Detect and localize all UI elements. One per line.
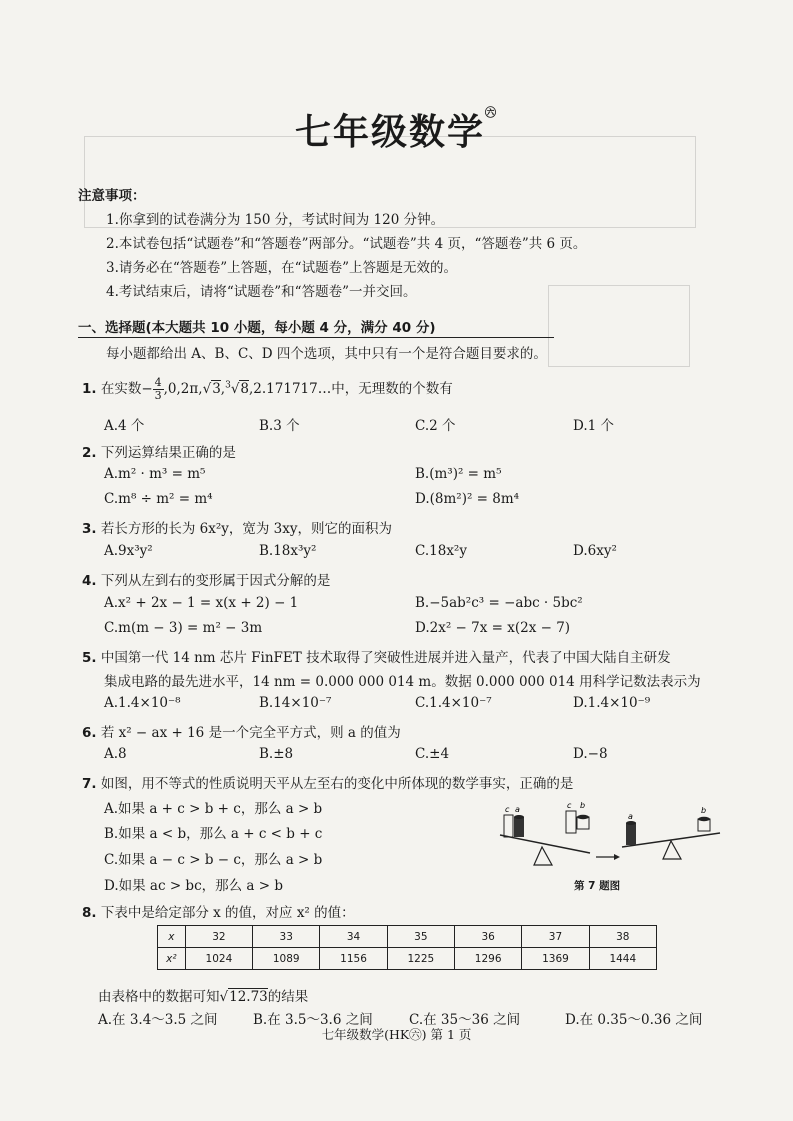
option-c: C.如果 a − c > b − c，那么 a > b	[104, 852, 323, 868]
option-c: C.m(m − 3) = m² − 3m	[104, 620, 263, 636]
fig-label: a	[628, 812, 633, 821]
fig-label: c	[567, 801, 572, 810]
option-a: A.m² · m³ = m⁵	[104, 466, 206, 482]
question-text: 下表中是给定部分 x 的值，对应 x² 的值：	[100, 905, 355, 921]
question-5	[82, 646, 671, 666]
notice-item: 4.考试结束后，请将“试题卷”和“答题卷”一并交回。	[106, 284, 417, 300]
root-index: 3	[225, 380, 231, 391]
table-cell: 32	[185, 926, 252, 948]
question-3	[82, 517, 392, 537]
table-cell: 34	[320, 926, 387, 948]
table-cell: 1225	[387, 948, 454, 970]
question-number: 7.	[82, 776, 97, 792]
option-d: D.2x² − 7x = x(2x − 7)	[415, 620, 571, 636]
table-cell: 37	[522, 926, 589, 948]
question-number: 4.	[82, 573, 97, 589]
table-cell: 1296	[455, 948, 522, 970]
question-text: 如图，用不等式的性质说明天平从左至右的变化中所体现的数学事实，正确的是	[100, 776, 574, 792]
cbrt-expr: 8	[240, 381, 250, 397]
question-text: 若长方形的长为 6x²y，宽为 3xy，则它的面积为	[100, 521, 392, 537]
option-b: B.14×10⁻⁷	[259, 695, 332, 711]
question-6	[82, 721, 401, 741]
page-footer: 七年级数学(HK㊅) 第 1 页	[321, 1027, 472, 1042]
option-c: C.1.4×10⁻⁷	[415, 695, 492, 711]
option-c: C.2 个	[415, 418, 456, 434]
question-number: 8.	[82, 905, 97, 921]
table-cell: 1156	[320, 948, 387, 970]
option-b: B.(m³)² = m⁵	[415, 466, 502, 482]
section-heading: 一、选择题(本大题共 10 小题，每小题 4 分，满分 40 分)	[78, 320, 436, 336]
option-d: D.−8	[573, 746, 608, 762]
question-number: 3.	[82, 521, 97, 537]
option-d: D.1 个	[573, 418, 615, 434]
option-b: B.如果 a < b，那么 a + c < b + c	[104, 826, 323, 842]
option-c: C.m⁸ ÷ m² = m⁴	[104, 491, 213, 507]
table-cell: 1024	[185, 948, 252, 970]
question-text: 下列运算结果正确的是	[100, 445, 236, 461]
option-d: D.在 0.35～0.36 之间	[565, 1012, 703, 1028]
arrow-right-icon	[596, 854, 620, 860]
option-b: B.在 3.5～3.6 之间	[253, 1012, 373, 1028]
figure-caption: 第 7 题图	[574, 880, 621, 892]
row-header: x²	[158, 948, 186, 970]
option-d: D.1.4×10⁻⁹	[573, 695, 651, 711]
option-d: D.(8m²)² = 8m⁴	[415, 491, 520, 507]
option-d: D.6xy²	[573, 543, 617, 559]
table-cell: 1089	[253, 948, 320, 970]
table-cell: 36	[455, 926, 522, 948]
fig-label: b	[701, 806, 707, 815]
option-c: C.±4	[415, 746, 450, 762]
question-number: 6.	[82, 725, 97, 741]
sqrt-expr: 12.73	[229, 989, 268, 1005]
option-d: D.如果 ac > bc，那么 a > b	[104, 878, 284, 894]
question-number: 5.	[82, 650, 97, 666]
notice-item: 3.请务必在“答题卷”上答题，在“试题卷”上答题是无效的。	[106, 260, 457, 276]
notice-heading: 注意事项：	[78, 188, 146, 204]
question-7	[82, 772, 573, 792]
option-a: A.9x³y²	[104, 543, 153, 559]
question-4	[82, 569, 330, 589]
notice-item: 1.你拿到的试卷满分为 150 分，考试时间为 120 分钟。	[106, 212, 445, 228]
show-through-box-mid	[548, 285, 690, 367]
row-header: x	[158, 926, 186, 948]
table-cell: 35	[387, 926, 454, 948]
question-1: 1. 在实数− $\frac{4}{3}$ ,0,2π,√3,$^3$√8,2.171717…中，无理数的个数有	[82, 376, 453, 402]
q8-followup: 由表格中的数据可知√12.73的结果	[98, 989, 309, 1005]
option-a: A.4 个	[104, 418, 145, 434]
question-2	[82, 441, 236, 461]
balance-left	[500, 801, 590, 865]
fig-label: c	[505, 805, 510, 814]
option-a: A.8	[104, 746, 127, 762]
table-cell: 1369	[522, 948, 589, 970]
fig-label: a	[515, 805, 520, 814]
option-c: C.在 35～36 之间	[409, 1012, 521, 1028]
table-row	[158, 926, 657, 948]
question-number: 1.	[82, 381, 97, 397]
fig-label: b	[580, 801, 586, 810]
squares-table	[157, 925, 657, 970]
table-cell: 38	[589, 926, 656, 948]
page-title: 七年级数学$^㊅$	[294, 106, 498, 153]
table-row	[158, 948, 657, 970]
option-b: B.−5ab²c³ = −abc · 5bc²	[415, 595, 583, 611]
edition-mark: ㊅	[485, 106, 498, 119]
option-b: B.3 个	[259, 418, 300, 434]
notice-item: 2.本试卷包括“试题卷”和“答题卷”两部分。“试题卷”共 4 页，“答题卷”共 6 页。	[106, 236, 587, 252]
question-text-continued: 集成电路的最先进水平，14 nm = 0.000 000 014 m。数据 0.000 000 014 用科学记数法表示为	[104, 674, 701, 690]
option-b: B.±8	[259, 746, 294, 762]
question-text: ,0,2π,	[163, 381, 203, 397]
option-b: B.18x³y²	[259, 543, 317, 559]
option-a: A.1.4×10⁻⁸	[104, 695, 181, 711]
sqrt-expr: 3	[212, 381, 221, 397]
fraction: $\frac{4}{3}$	[154, 376, 162, 402]
question-number: 2.	[82, 445, 97, 461]
question-text: 若 x² − ax + 16 是一个完全平方式，则 a 的值为	[100, 725, 401, 741]
balance-right	[622, 806, 720, 859]
question-text: 在实数	[100, 381, 142, 397]
question-text: ,2.171717…中，无理数的个数有	[249, 381, 453, 397]
option-a: A.在 3.4～3.5 之间	[98, 1012, 218, 1028]
section-note: 每小题都给出 A、B、C、D 四个选项，其中只有一个是符合题目要求的。	[106, 346, 547, 362]
section-divider	[78, 337, 554, 338]
question-text: 下列从左到右的变形属于因式分解的是	[100, 573, 331, 589]
option-c: C.18x²y	[415, 543, 467, 559]
question-8	[82, 901, 355, 921]
option-a: A.如果 a + c > b + c，那么 a > b	[104, 801, 323, 817]
question-text: 中国第一代 14 nm 芯片 FinFET 技术取得了突破性进展并进入量产，代表了中国大陆自主研发	[100, 650, 671, 666]
minus-sign: −	[141, 381, 153, 397]
option-a: A.x² + 2x − 1 = x(x + 2) − 1	[104, 595, 299, 611]
table-cell: 1444	[589, 948, 656, 970]
table-cell: 33	[253, 926, 320, 948]
